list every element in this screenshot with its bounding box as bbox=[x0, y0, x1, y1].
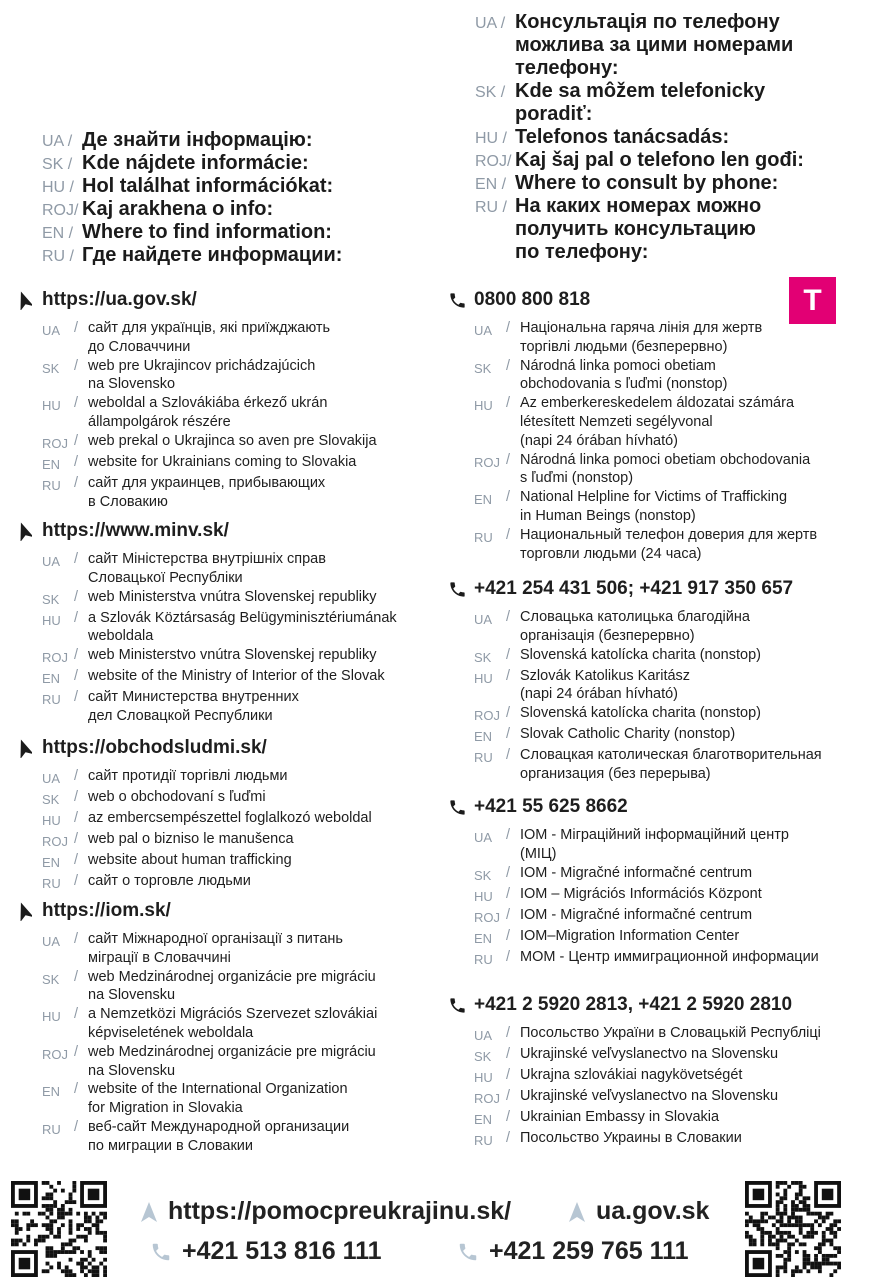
separator: / bbox=[506, 747, 511, 764]
language-code: UA bbox=[474, 323, 493, 338]
list-item bbox=[474, 357, 868, 395]
entry-text: web pre Ukrajincov prichádzajúcich na Slovensko bbox=[88, 357, 316, 393]
separator: / bbox=[74, 689, 79, 706]
list-item bbox=[42, 453, 436, 474]
section-title[interactable] bbox=[16, 898, 436, 924]
language-code: RU bbox=[474, 1133, 493, 1148]
entry-list bbox=[42, 767, 436, 893]
cursor-arrow-icon bbox=[568, 1201, 586, 1223]
language-code: RU / bbox=[475, 199, 507, 216]
separator: / bbox=[506, 451, 511, 468]
list-item bbox=[474, 526, 868, 564]
cursor-arrow-icon bbox=[16, 901, 42, 921]
header-text: Консультація по телефону можлива за цими номерами телефону: bbox=[515, 11, 794, 79]
header-text: Kaj šaj pal o telefono len gođi: bbox=[515, 149, 804, 171]
entry-text: website about human trafficking bbox=[88, 852, 292, 868]
language-code: SK bbox=[42, 792, 60, 807]
header-text: Kde nájdete informácie: bbox=[82, 152, 309, 174]
language-code: SK bbox=[42, 360, 60, 376]
separator: / bbox=[74, 647, 79, 664]
section-title-text[interactable]: https://ua.gov.sk/ bbox=[42, 289, 197, 310]
language-code: HU bbox=[474, 398, 493, 414]
entry-text: веб-сайт Международной организации по миграции в Словакии bbox=[88, 1118, 350, 1154]
entry-text: website of the Ministry of Interior of the Slovak bbox=[88, 668, 385, 685]
footer-link2-text[interactable]: ua.gov.sk bbox=[596, 1197, 710, 1225]
entry-text: web Medzinárodnej organizácie pre migráciu na Slovensku bbox=[88, 1043, 376, 1079]
list-item bbox=[42, 1005, 436, 1043]
list-item bbox=[42, 646, 436, 667]
section-title[interactable] bbox=[448, 794, 868, 820]
section-embassy bbox=[448, 992, 868, 1150]
header-row bbox=[42, 152, 342, 175]
language-code: HU / bbox=[42, 179, 74, 196]
entry-text: Национальный телефон доверия для жертв торговли людьми (24 часа) bbox=[520, 526, 818, 562]
list-item bbox=[42, 788, 436, 809]
entry-text: сайт для украинцев, прибывающих в Словакию bbox=[88, 474, 326, 510]
header-row bbox=[475, 126, 804, 149]
list-item bbox=[42, 474, 436, 512]
qr-code-icon-right bbox=[745, 1181, 841, 1277]
separator: / bbox=[74, 931, 79, 947]
cursor-arrow-icon bbox=[16, 290, 42, 310]
language-code: ROJ/ bbox=[42, 202, 79, 219]
language-code: EN / bbox=[42, 225, 74, 242]
separator: / bbox=[506, 395, 511, 412]
entry-text: web o obchodovaní s ľuďmi bbox=[88, 789, 266, 805]
list-item bbox=[42, 688, 436, 726]
entry-text: Národná linka pomoci obetiam obchodovania s ľuďmi (nonstop) bbox=[520, 451, 811, 487]
phone-icon bbox=[448, 580, 474, 599]
entry-text: IOM – Migrációs Információs Központ bbox=[520, 885, 762, 902]
language-code: EN bbox=[42, 456, 61, 472]
entry-text: web Ministerstvo vnútra Slovenskej republiky bbox=[88, 647, 377, 664]
separator: / bbox=[506, 1109, 511, 1125]
separator: / bbox=[74, 968, 79, 985]
separator: / bbox=[74, 852, 79, 868]
list-item bbox=[474, 826, 868, 864]
separator: / bbox=[506, 1067, 511, 1083]
header-row bbox=[475, 172, 804, 195]
entry-text: National Helpline for Victims of Trafficking in Human Beings (nonstop) bbox=[520, 489, 788, 524]
language-code: UA bbox=[42, 771, 61, 786]
separator: / bbox=[74, 1081, 79, 1098]
separator: / bbox=[74, 357, 79, 374]
section-minv bbox=[16, 518, 436, 726]
entry-text: Slovenská katolícka charita (nonstop) bbox=[520, 705, 761, 722]
language-code: RU bbox=[42, 876, 61, 891]
language-code: ROJ/ bbox=[475, 153, 512, 170]
language-code: RU bbox=[474, 529, 493, 545]
entry-text: website for Ukrainians coming to Slovakia bbox=[88, 453, 357, 470]
section-title[interactable] bbox=[448, 576, 868, 602]
header-text: Где найдете информации: bbox=[82, 244, 343, 266]
section-title[interactable] bbox=[16, 735, 436, 761]
language-code: EN bbox=[474, 729, 493, 745]
language-code: HU bbox=[42, 612, 61, 628]
footer-phone1-text[interactable]: +421 513 816 111 bbox=[182, 1237, 382, 1265]
language-code: EN bbox=[474, 1112, 493, 1127]
language-code: ROJ bbox=[42, 435, 68, 451]
header-text: Kde sa môžem telefonicky poradiť: bbox=[515, 80, 766, 125]
entry-text: Словацька католицька благодійна організація (безперервно) bbox=[520, 609, 750, 644]
entry-text: web prekal o Ukrajinca so aven pre Slovakija bbox=[88, 432, 377, 449]
language-code: SK bbox=[42, 591, 60, 607]
list-item bbox=[42, 851, 436, 872]
language-code: EN bbox=[42, 855, 61, 870]
entry-text: сайт для українців, які приїжджають до Словаччини bbox=[88, 320, 331, 355]
entry-text: web Ministerstva vnútra Slovenskej republiky bbox=[88, 588, 377, 605]
language-code: RU bbox=[42, 477, 61, 493]
language-code: UA bbox=[42, 323, 61, 338]
language-code: HU bbox=[42, 813, 61, 828]
separator: / bbox=[506, 1130, 511, 1146]
language-code: SK bbox=[42, 971, 60, 987]
list-item bbox=[42, 588, 436, 609]
list-item bbox=[42, 767, 436, 788]
list-item bbox=[474, 646, 868, 667]
entry-list bbox=[42, 319, 436, 511]
list-item bbox=[42, 968, 436, 1006]
language-code: HU bbox=[42, 1009, 61, 1025]
language-code: UA bbox=[474, 830, 493, 845]
entry-text: сайт о торговле людьми bbox=[88, 873, 251, 889]
separator: / bbox=[74, 831, 79, 847]
phone-icon bbox=[457, 1241, 479, 1263]
entry-text: Ukrajinské veľvyslanectvo na Slovensku bbox=[520, 1088, 779, 1104]
separator: / bbox=[506, 609, 511, 625]
list-item bbox=[42, 1080, 436, 1118]
header-text: На каких номерах можно получить консультацию по телефону: bbox=[515, 195, 762, 263]
language-code: UA bbox=[474, 612, 493, 627]
separator: / bbox=[506, 667, 511, 684]
list-item bbox=[474, 948, 868, 969]
entry-text: сайт Міністерства внутрішніх справ Словацької Республіки bbox=[88, 551, 326, 586]
telekom-logo: T bbox=[789, 277, 836, 324]
entry-text: Ukrajna szlovákiai nagykövetségét bbox=[520, 1067, 743, 1083]
entry-list bbox=[474, 826, 868, 969]
list-item bbox=[474, 704, 868, 725]
section-title[interactable] bbox=[16, 518, 436, 544]
language-code: RU bbox=[474, 951, 493, 967]
header-row bbox=[42, 198, 342, 221]
language-code: SK bbox=[474, 649, 492, 665]
separator: / bbox=[506, 1025, 511, 1041]
header-row bbox=[475, 149, 804, 172]
phone-icon bbox=[150, 1241, 172, 1263]
language-code: HU / bbox=[475, 130, 507, 147]
list-item bbox=[42, 357, 436, 395]
language-code: ROJ bbox=[42, 1046, 68, 1062]
language-code: RU bbox=[474, 750, 493, 766]
entry-text: a Nemzetközi Migrációs Szervezet szlovákiai képviseletének weboldala bbox=[88, 1006, 378, 1041]
separator: / bbox=[74, 588, 79, 605]
phone-icon bbox=[448, 996, 474, 1015]
entry-text: IOM - Міграційний інформаційний центр (МІЦ) bbox=[520, 827, 789, 862]
section-title[interactable] bbox=[448, 992, 868, 1018]
entry-text: web Medzinárodnej organizácie pre migráciu na Slovensku bbox=[88, 968, 376, 1004]
language-code: RU bbox=[42, 1121, 61, 1137]
footer-phone2-text[interactable]: +421 259 765 111 bbox=[489, 1237, 689, 1265]
list-item bbox=[474, 864, 868, 885]
entry-text: IOM - Migračné informačné centrum bbox=[520, 864, 753, 881]
language-code: ROJ bbox=[474, 909, 500, 925]
entry-text: Ukrainian Embassy in Slovakia bbox=[520, 1109, 720, 1125]
header-text: Where to consult by phone: bbox=[515, 172, 779, 194]
entry-text: website of the International Organization for Migration in Slovakia bbox=[88, 1081, 348, 1117]
phone-icon bbox=[448, 798, 474, 817]
cursor-arrow-icon bbox=[140, 1201, 158, 1223]
qr-code-icon-left bbox=[11, 1181, 107, 1277]
language-code: ROJ bbox=[474, 1091, 500, 1106]
section-charity bbox=[448, 576, 868, 784]
list-item bbox=[474, 906, 868, 927]
footer-phone-2[interactable] bbox=[457, 1237, 689, 1266]
footer-phone-1[interactable] bbox=[150, 1237, 382, 1266]
list-item bbox=[42, 872, 436, 893]
entry-text: Посольство України в Словацькій Республіці bbox=[520, 1025, 821, 1041]
language-code: SK bbox=[474, 1049, 492, 1064]
list-item bbox=[474, 394, 868, 450]
language-code: SK / bbox=[475, 84, 506, 101]
list-item bbox=[42, 432, 436, 453]
language-code: HU bbox=[474, 888, 493, 904]
list-item bbox=[474, 1024, 868, 1045]
language-code: UA bbox=[42, 554, 61, 569]
separator: / bbox=[506, 927, 511, 944]
separator: / bbox=[74, 609, 79, 626]
separator: / bbox=[506, 1088, 511, 1104]
separator: / bbox=[74, 789, 79, 805]
entry-text: az embercsempészettel foglalkozó weboldal bbox=[88, 810, 372, 826]
language-code: SK / bbox=[42, 156, 73, 173]
entry-text: IOM–Migration Information Center bbox=[520, 927, 740, 944]
entry-text: сайт Міжнародної організації з питань міграції в Словаччині bbox=[88, 931, 343, 966]
entry-text: Посольство Украины в Словакии bbox=[520, 1130, 742, 1146]
language-code: RU / bbox=[42, 248, 74, 265]
separator: / bbox=[506, 489, 511, 506]
cursor-arrow-icon bbox=[16, 521, 42, 541]
list-item bbox=[42, 1043, 436, 1081]
header-row bbox=[42, 244, 342, 267]
header-row bbox=[475, 195, 804, 264]
separator: / bbox=[74, 320, 79, 336]
separator: / bbox=[74, 1006, 79, 1023]
list-item bbox=[42, 667, 436, 688]
header-row bbox=[42, 175, 342, 198]
section-title-text[interactable]: https://iom.sk/ bbox=[42, 900, 171, 921]
separator: / bbox=[506, 827, 511, 843]
entry-list bbox=[42, 550, 436, 726]
header-row bbox=[42, 129, 342, 152]
section-iom bbox=[16, 898, 436, 1156]
separator: / bbox=[506, 705, 511, 722]
list-item bbox=[42, 830, 436, 851]
language-code: ROJ bbox=[474, 708, 500, 724]
language-code: SK bbox=[474, 867, 492, 883]
separator: / bbox=[74, 474, 79, 491]
list-item bbox=[474, 1129, 868, 1150]
separator: / bbox=[74, 1043, 79, 1060]
separator: / bbox=[74, 873, 79, 889]
list-item bbox=[474, 1066, 868, 1087]
section-title[interactable] bbox=[16, 287, 436, 313]
separator: / bbox=[74, 551, 79, 567]
header-phone-consult bbox=[475, 11, 804, 264]
entry-text: Slovak Catholic Charity (nonstop) bbox=[520, 726, 736, 743]
list-item bbox=[474, 667, 868, 705]
entry-text: web pal o bizniso le manušenca bbox=[88, 831, 294, 847]
list-item bbox=[42, 550, 436, 588]
list-item bbox=[474, 1108, 868, 1129]
section-iom-phone bbox=[448, 794, 868, 969]
list-item bbox=[474, 488, 868, 526]
language-code: UA bbox=[42, 934, 61, 949]
separator: / bbox=[74, 453, 79, 470]
section-obchodsludmi bbox=[16, 735, 436, 893]
language-code: RU bbox=[42, 692, 61, 708]
list-item bbox=[474, 1087, 868, 1108]
entry-text: сайт Министерства внутренних дел Словацкой Республики bbox=[88, 689, 299, 724]
separator: / bbox=[74, 668, 79, 685]
header-find-info bbox=[42, 129, 342, 267]
separator: / bbox=[506, 948, 511, 965]
header-text: Telefonos tanácsadás: bbox=[515, 126, 730, 148]
list-item bbox=[474, 725, 868, 746]
language-code: UA / bbox=[42, 133, 73, 150]
header-row bbox=[42, 221, 342, 244]
entry-text: Szlovák Katolikus Karitász (napi 24 órában hívható) bbox=[520, 667, 691, 703]
language-code: HU bbox=[474, 1070, 493, 1085]
language-code: ROJ bbox=[42, 834, 68, 849]
separator: / bbox=[506, 726, 511, 743]
footer-link-pomoc[interactable] bbox=[140, 1197, 511, 1226]
cursor-arrow-icon bbox=[16, 738, 42, 758]
language-code: ROJ bbox=[42, 650, 68, 666]
separator: / bbox=[506, 864, 511, 881]
section-title-text[interactable]: +421 2 5920 2813, +421 2 5920 2810 bbox=[474, 994, 793, 1015]
entry-text: Ukrajinské veľvyslanectvo na Slovensku bbox=[520, 1046, 779, 1062]
entry-text: Az emberkereskedelem áldozatai számára létesített Nemzeti segélyvonal (napi 24 órában hívható) bbox=[520, 395, 795, 449]
list-item bbox=[474, 608, 868, 646]
list-item bbox=[42, 394, 436, 432]
separator: / bbox=[506, 320, 511, 336]
header-row bbox=[475, 11, 804, 80]
separator: / bbox=[74, 768, 79, 784]
entry-text: сайт протидії торгівлі людьми bbox=[88, 768, 288, 784]
entry-text: Slovenská katolícka charita (nonstop) bbox=[520, 646, 761, 663]
list-item bbox=[474, 927, 868, 948]
entry-text: weboldal a Szlovákiába érkező ukrán állampolgárok részére bbox=[88, 395, 328, 430]
language-code: EN bbox=[474, 492, 493, 508]
language-code: UA bbox=[474, 1028, 493, 1043]
language-code: EN / bbox=[475, 176, 507, 193]
list-item bbox=[42, 809, 436, 830]
entry-text: Словацкая католическая благотворительная организация (без перерыва) bbox=[520, 747, 822, 782]
entry-text: IOM - Migračné informačné centrum bbox=[520, 906, 753, 923]
separator: / bbox=[506, 1046, 511, 1062]
list-item bbox=[474, 1045, 868, 1066]
section-ua-gov bbox=[16, 287, 436, 511]
section-title-text[interactable]: https://www.minv.sk/ bbox=[42, 520, 229, 541]
entry-list bbox=[474, 608, 868, 784]
entry-text: МОМ - Центр иммиграционной информации bbox=[520, 948, 819, 965]
language-code: UA / bbox=[475, 15, 506, 32]
footer-link1-text[interactable]: https://pomocpreukrajinu.sk/ bbox=[168, 1197, 512, 1225]
separator: / bbox=[506, 885, 511, 902]
list-item bbox=[42, 609, 436, 647]
section-title-text[interactable]: +421 55 625 8662 bbox=[474, 796, 628, 817]
section-title-text[interactable]: 0800 800 818 bbox=[474, 289, 591, 310]
separator: / bbox=[74, 1118, 79, 1135]
language-code: EN bbox=[42, 1084, 61, 1100]
entry-text: Національна гаряча лінія для жертв торгівлі людьми (безперервно) bbox=[520, 320, 763, 355]
language-code: EN bbox=[474, 930, 493, 946]
phone-icon bbox=[448, 291, 474, 310]
language-code: ROJ bbox=[474, 454, 500, 470]
separator: / bbox=[506, 526, 511, 543]
language-code: HU bbox=[42, 398, 61, 414]
footer-link-uagov[interactable] bbox=[568, 1197, 709, 1226]
separator: / bbox=[506, 906, 511, 923]
header-text: Kaj arakhena o info: bbox=[82, 198, 274, 220]
list-item bbox=[42, 319, 436, 357]
entry-text: a Szlovák Köztársaság Belügyminisztériumának weboldala bbox=[88, 609, 397, 645]
language-code: EN bbox=[42, 671, 61, 687]
list-item bbox=[474, 319, 868, 357]
language-code: HU bbox=[474, 670, 493, 686]
entry-list bbox=[42, 930, 436, 1156]
header-text: Hol találhat információkat: bbox=[82, 175, 334, 197]
section-title-text[interactable]: https://obchodsludmi.sk/ bbox=[42, 737, 267, 758]
list-item bbox=[42, 930, 436, 968]
header-text: Де знайти інформацію: bbox=[82, 129, 313, 151]
header-row bbox=[475, 80, 804, 126]
separator: / bbox=[74, 395, 79, 412]
section-title[interactable] bbox=[448, 287, 868, 313]
header-text: Where to find information: bbox=[82, 221, 332, 243]
list-item bbox=[474, 746, 868, 784]
entry-list bbox=[474, 1024, 868, 1150]
list-item bbox=[474, 451, 868, 489]
entry-list bbox=[474, 319, 868, 563]
separator: / bbox=[506, 357, 511, 374]
list-item bbox=[474, 885, 868, 906]
section-title-text[interactable]: +421 254 431 506; +421 917 350 657 bbox=[474, 578, 794, 599]
list-item bbox=[42, 1118, 436, 1156]
language-code: SK bbox=[474, 360, 492, 376]
separator: / bbox=[74, 810, 79, 826]
separator: / bbox=[74, 432, 79, 449]
section-helpline bbox=[448, 287, 868, 563]
entry-text: Národná linka pomoci obetiam obchodovania s ľuďmi (nonstop) bbox=[520, 357, 728, 393]
separator: / bbox=[506, 646, 511, 663]
